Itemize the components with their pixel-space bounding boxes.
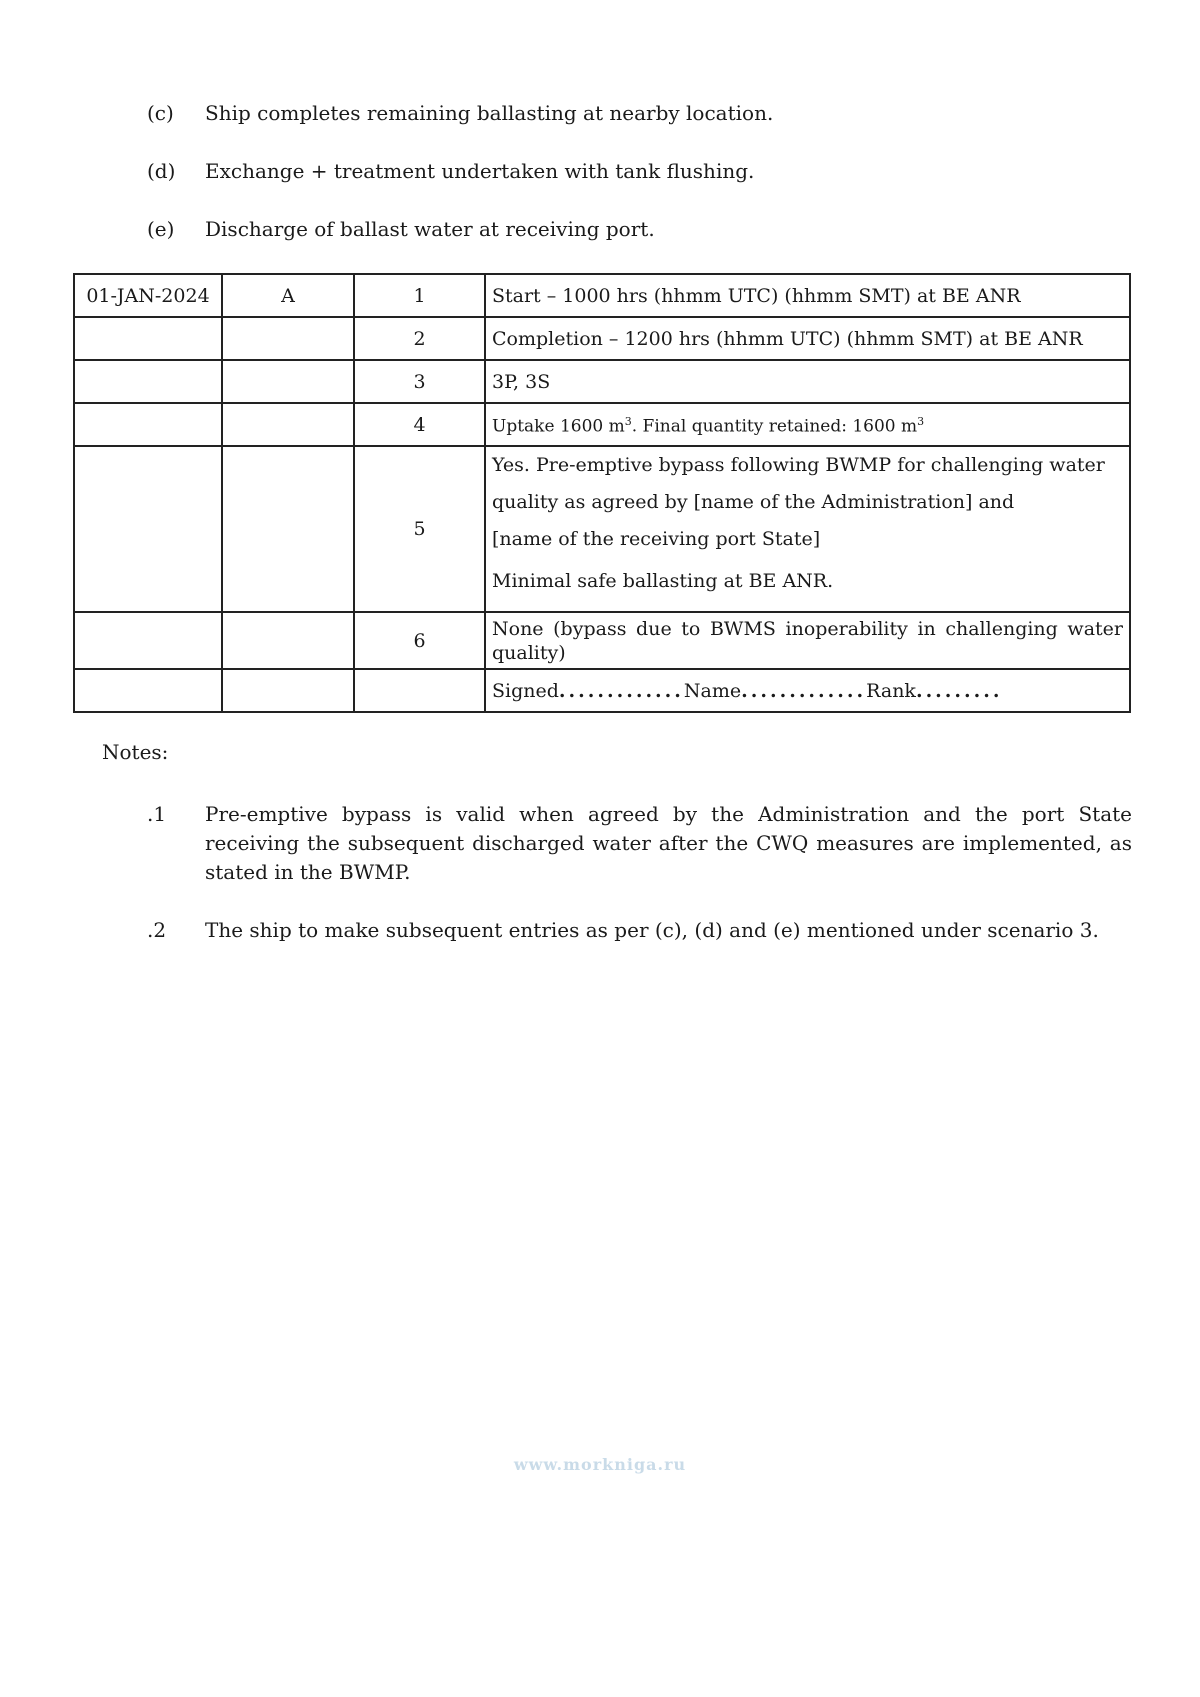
name-label: Name	[683, 679, 742, 702]
notes-heading: Notes:	[102, 740, 169, 764]
item-cell: 4	[354, 403, 485, 446]
date-cell: 01-JAN-2024	[74, 274, 222, 317]
ballast-record-table	[73, 273, 1131, 713]
signed-label: Signed	[492, 679, 559, 702]
item-cell: 1	[354, 274, 485, 317]
name-dots: .............	[741, 679, 867, 702]
signature-cell	[485, 669, 1130, 712]
item-cell: 3	[354, 360, 485, 403]
table-row	[74, 274, 1130, 317]
table-row	[74, 446, 1130, 612]
code-cell	[222, 360, 354, 403]
list-label: (c)	[147, 101, 174, 125]
note-text: The ship to make subsequent entries as per (c), (d) and (e) mentioned under scenario 3.	[205, 918, 1099, 942]
date-cell	[74, 317, 222, 360]
unit-superscript: 3	[624, 415, 632, 429]
retained-text: . Final quantity retained: 1600 m	[631, 416, 918, 437]
code-cell	[222, 612, 354, 669]
entry-cell: Completion – 1200 hrs (hhmm UTC) (hhmm SMT) at BE ANR	[485, 317, 1130, 360]
signature-row	[74, 669, 1130, 712]
watermark: www.morkniga.ru	[513, 1455, 687, 1474]
note-number: .1	[147, 802, 167, 826]
unit-superscript: 3	[917, 415, 925, 429]
entry-line: quality as agreed by [name of the Administration] and	[492, 491, 1015, 513]
code-cell: A	[222, 274, 354, 317]
code-cell	[222, 446, 354, 612]
code-cell	[222, 317, 354, 360]
date-cell	[74, 446, 222, 612]
table-row	[74, 403, 1130, 446]
item-cell: 2	[354, 317, 485, 360]
list-text: Ship completes remaining ballasting at nearby location.	[205, 101, 774, 125]
list-label: (d)	[147, 159, 176, 183]
item-cell: 5	[354, 446, 485, 612]
table-row	[74, 612, 1130, 669]
note-number: .2	[147, 918, 167, 942]
note-1	[147, 800, 1132, 890]
list-text: Exchange + treatment undertaken with tank flushing.	[205, 159, 755, 183]
entry-line: [name of the receiving port State]	[492, 528, 821, 550]
signed-dots: .............	[558, 679, 684, 702]
date-cell	[74, 612, 222, 669]
list-text: Discharge of ballast water at receiving port.	[205, 217, 655, 241]
note-text: Pre-emptive bypass is valid when agreed by the Administration and the port State receiving the subsequent discharged water after the CWQ measures are implemented, as stated in the BWMP.	[205, 802, 1132, 884]
entry-cell: Start – 1000 hrs (hhmm UTC) (hhmm SMT) at BE ANR	[485, 274, 1130, 317]
rank-dots: .........	[915, 679, 1003, 702]
list-label: (e)	[147, 217, 175, 241]
entry-line: Minimal safe ballasting at BE ANR.	[492, 570, 834, 592]
entry-cell	[485, 403, 1130, 446]
note-2	[147, 916, 1132, 946]
entry-cell: None (bypass due to BWMS inoperability in challenging water quality)	[485, 612, 1130, 669]
code-cell	[222, 403, 354, 446]
rank-label: Rank	[866, 679, 916, 702]
date-cell	[74, 403, 222, 446]
code-cell	[222, 669, 354, 712]
item-cell: 6	[354, 612, 485, 669]
table-row	[74, 360, 1130, 403]
date-cell	[74, 360, 222, 403]
entry-line: Yes. Pre-emptive bypass following BWMP for challenging water	[492, 454, 1105, 476]
uptake-text: Uptake 1600 m	[492, 416, 625, 437]
table-row	[74, 317, 1130, 360]
entry-cell	[485, 446, 1130, 612]
item-cell	[354, 669, 485, 712]
entry-cell: 3P, 3S	[485, 360, 1130, 403]
date-cell	[74, 669, 222, 712]
